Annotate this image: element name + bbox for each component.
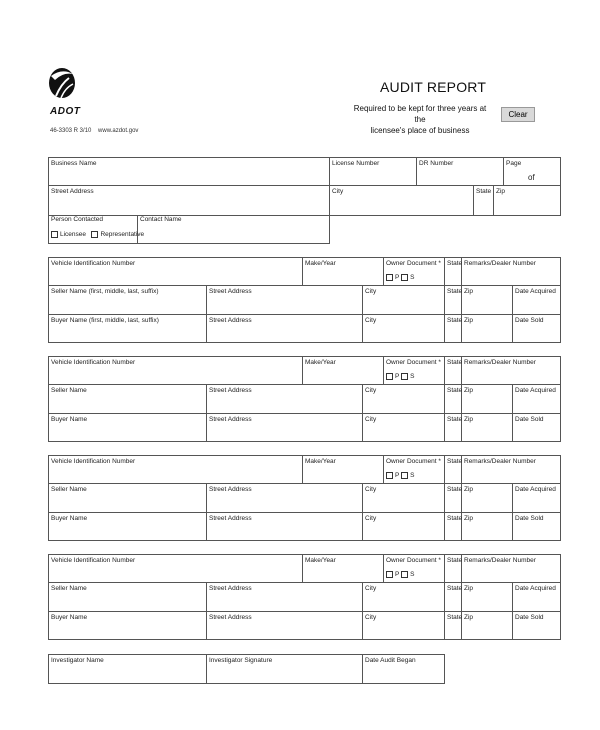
page-field[interactable]: Page — [506, 160, 522, 167]
owner-doc-s-checkbox-2[interactable] — [401, 373, 408, 380]
vin-field-4[interactable]: Vehicle Identification Number — [51, 557, 136, 564]
remarks-field-4[interactable]: Remarks/Dealer Number — [464, 557, 536, 564]
buyer-name-field-1[interactable]: Buyer Name (first, middle, last, suffix) — [51, 317, 159, 324]
seller-zip-field-2[interactable]: Zip — [464, 387, 474, 394]
business-zip-field[interactable]: Zip — [496, 188, 506, 195]
vehicle-block-3 — [48, 455, 561, 541]
vin-field-2[interactable]: Vehicle Identification Number — [51, 359, 136, 366]
contact-name-field[interactable]: Contact Name — [140, 216, 182, 223]
owner-doc-s-label-2: S — [410, 373, 415, 381]
buyer-zip-field-4[interactable]: Zip — [464, 614, 474, 621]
buyer-city-field-4[interactable]: City — [365, 614, 377, 621]
business-info-section — [48, 157, 561, 216]
vin-field-1[interactable]: Vehicle Identification Number — [51, 260, 136, 267]
buyer-street-address-field-3[interactable]: Street Address — [209, 515, 252, 522]
buyer-city-field-2[interactable]: City — [365, 416, 377, 423]
seller-city-field-3[interactable]: City — [365, 486, 377, 493]
buyer-state-field-3[interactable]: State — [447, 515, 463, 522]
owner-document-label-2: Owner Document * — [386, 359, 441, 366]
logo-text: ADOT — [50, 106, 81, 117]
vehicle-block-2 — [48, 356, 561, 442]
seller-state-field-3[interactable]: State — [447, 486, 463, 493]
date-sold-field-1[interactable]: Date Sold — [515, 317, 544, 324]
owner-doc-s-label-4: S — [410, 571, 415, 579]
subtitle — [350, 103, 490, 136]
licensee-option[interactable] — [51, 231, 144, 238]
person-contacted-label: Person Contacted — [51, 216, 104, 223]
form-number-line — [50, 128, 138, 134]
buyer-name-field-2[interactable]: Buyer Name — [51, 416, 88, 423]
buyer-zip-field-2[interactable]: Zip — [464, 416, 474, 423]
date-acquired-field-2[interactable]: Date Acquired — [515, 387, 556, 394]
vehicle-block-1 — [48, 257, 561, 343]
page-of-label: of — [528, 173, 535, 182]
seller-city-field-1[interactable]: City — [365, 288, 377, 295]
owner-doc-p-checkbox-2[interactable] — [386, 373, 393, 380]
seller-street-address-field-1[interactable]: Street Address — [209, 288, 252, 295]
owner-doc-p-label-2: P — [395, 373, 400, 381]
date-sold-field-3[interactable]: Date Sold — [515, 515, 544, 522]
business-street-address-field[interactable]: Street Address — [51, 188, 94, 195]
licensee-checkbox[interactable] — [51, 231, 58, 238]
owner-doc-p-label-1: P — [395, 274, 400, 282]
owner-document-label-3: Owner Document * — [386, 458, 441, 465]
buyer-street-address-field-1[interactable]: Street Address — [209, 317, 252, 324]
owner-doc-p-checkbox-1[interactable] — [386, 274, 393, 281]
owner-document-options-1[interactable] — [386, 274, 415, 281]
subtitle-line-1: Required to be kept for three years at the — [353, 104, 487, 124]
representative-label: Representative — [100, 231, 145, 239]
vehicle-state-field-1[interactable]: State — [447, 260, 463, 267]
investigator-name-field[interactable]: Investigator Name — [51, 657, 104, 664]
date-acquired-field-4[interactable]: Date Acquired — [515, 585, 556, 592]
seller-state-field-2[interactable]: State — [447, 387, 463, 394]
date-audit-began-field[interactable]: Date Audit Began — [365, 657, 416, 664]
buyer-name-field-4[interactable]: Buyer Name — [51, 614, 88, 621]
remarks-field-1[interactable]: Remarks/Dealer Number — [464, 260, 536, 267]
business-state-field[interactable]: State — [476, 188, 492, 195]
vehicle-state-field-4[interactable]: State — [447, 557, 463, 564]
make-year-field-4[interactable]: Make/Year — [305, 557, 336, 564]
business-city-field[interactable]: City — [332, 188, 344, 195]
buyer-zip-field-1[interactable]: Zip — [464, 317, 474, 324]
seller-name-field-4[interactable]: Seller Name — [51, 585, 87, 592]
vehicle-state-field-3[interactable]: State — [447, 458, 463, 465]
owner-doc-s-label-3: S — [410, 472, 415, 480]
seller-state-field-1[interactable]: State — [447, 288, 463, 295]
dr-number-field[interactable]: DR Number — [419, 160, 454, 167]
date-sold-field-2[interactable]: Date Sold — [515, 416, 544, 423]
buyer-state-field-1[interactable]: State — [447, 317, 463, 324]
make-year-field-2[interactable]: Make/Year — [305, 359, 336, 366]
form-number: 46-3303 R 3/10 — [50, 128, 92, 134]
owner-document-options-4[interactable] — [386, 571, 415, 578]
seller-name-field-3[interactable]: Seller Name — [51, 486, 87, 493]
buyer-zip-field-3[interactable]: Zip — [464, 515, 474, 522]
seller-street-address-field-4[interactable]: Street Address — [209, 585, 252, 592]
representative-checkbox[interactable] — [91, 231, 98, 238]
vehicle-state-field-2[interactable]: State — [447, 359, 463, 366]
buyer-city-field-1[interactable]: City — [365, 317, 377, 324]
vin-field-3[interactable]: Vehicle Identification Number — [51, 458, 136, 465]
owner-doc-s-checkbox-1[interactable] — [401, 274, 408, 281]
owner-document-options-3[interactable] — [386, 472, 415, 479]
remarks-field-3[interactable]: Remarks/Dealer Number — [464, 458, 536, 465]
website: www.azdot.gov — [98, 128, 139, 134]
owner-doc-p-checkbox-3[interactable] — [386, 472, 393, 479]
business-name-field[interactable]: Business Name — [51, 160, 97, 167]
owner-doc-s-label-1: S — [410, 274, 415, 282]
owner-doc-s-checkbox-3[interactable] — [401, 472, 408, 479]
seller-city-field-2[interactable]: City — [365, 387, 377, 394]
buyer-state-field-2[interactable]: State — [447, 416, 463, 423]
owner-document-options-2[interactable] — [386, 373, 415, 380]
buyer-name-field-3[interactable]: Buyer Name — [51, 515, 88, 522]
investigator-signature-field[interactable]: Investigator Signature — [209, 657, 273, 664]
vehicle-block-4 — [48, 554, 561, 640]
seller-city-field-4[interactable]: City — [365, 585, 377, 592]
owner-doc-p-checkbox-4[interactable] — [386, 571, 393, 578]
adot-logo-icon — [47, 66, 77, 104]
date-acquired-field-3[interactable]: Date Acquired — [515, 486, 556, 493]
licensee-label: Licensee — [60, 231, 87, 239]
seller-name-field-1[interactable]: Seller Name (first, middle, last, suffix) — [51, 288, 159, 295]
owner-document-label-1: Owner Document * — [386, 260, 441, 267]
page-title: AUDIT REPORT — [380, 79, 487, 95]
buyer-city-field-3[interactable]: City — [365, 515, 377, 522]
seller-state-field-4[interactable]: State — [447, 585, 463, 592]
make-year-field-3[interactable]: Make/Year — [305, 458, 336, 465]
seller-name-field-2[interactable]: Seller Name — [51, 387, 87, 394]
seller-street-address-field-3[interactable]: Street Address — [209, 486, 252, 493]
owner-doc-s-checkbox-4[interactable] — [401, 571, 408, 578]
owner-doc-p-label-3: P — [395, 472, 400, 480]
owner-doc-p-label-4: P — [395, 571, 400, 579]
seller-zip-field-3[interactable]: Zip — [464, 486, 474, 493]
seller-zip-field-1[interactable]: Zip — [464, 288, 474, 295]
owner-document-label-4: Owner Document * — [386, 557, 441, 564]
date-sold-field-4[interactable]: Date Sold — [515, 614, 544, 621]
remarks-field-2[interactable]: Remarks/Dealer Number — [464, 359, 536, 366]
buyer-street-address-field-4[interactable]: Street Address — [209, 614, 252, 621]
seller-street-address-field-2[interactable]: Street Address — [209, 387, 252, 394]
seller-zip-field-4[interactable]: Zip — [464, 585, 474, 592]
buyer-street-address-field-2[interactable]: Street Address — [209, 416, 252, 423]
make-year-field-1[interactable]: Make/Year — [305, 260, 336, 267]
clear-button[interactable]: Clear — [501, 107, 535, 122]
date-acquired-field-1[interactable]: Date Acquired — [515, 288, 556, 295]
subtitle-line-2: licensee's place of business — [370, 126, 470, 135]
buyer-state-field-4[interactable]: State — [447, 614, 463, 621]
license-number-field[interactable]: License Number — [332, 160, 380, 167]
